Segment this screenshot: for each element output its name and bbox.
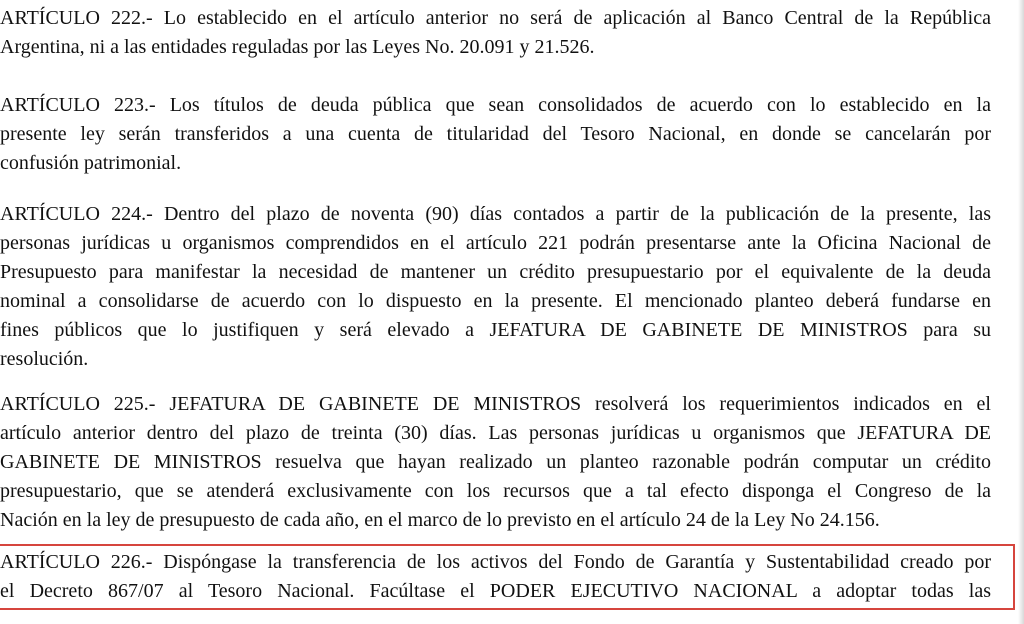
article-226-line: el Decreto 867/07 al Tesoro Nacional. Facúltase el PODER EJECUTIVO NACIONAL a adoptar todas las (0, 580, 991, 602)
article-224-line: fines públicos que lo justifiquen y será elevado a JEFATURA DE GABINETE DE MINISTROS para su (0, 319, 991, 341)
article-222-line: Argentina, ni a las entidades reguladas por las Leyes No. 20.091 y 21.526. (0, 36, 595, 58)
article-223-line: presente ley serán transferidos a una cuenta de titularidad del Tesoro Nacional, en donde se cancelarán por (0, 123, 991, 145)
article-224-line: ARTÍCULO 224.- Dentro del plazo de noventa (90) días contados a partir de la publicación de la presente, las (0, 203, 991, 225)
article-224-line: nominal a consolidarse de acuerdo con lo dispuesto en la presente. El mencionado planteo deberá fundarse en (0, 290, 991, 312)
article-225-line: presupuestario, que se atenderá exclusivamente con los recursos que a tal efecto disponga el Congreso de la (0, 480, 991, 502)
article-225-line: GABINETE DE MINISTROS resuelva que hayan realizado un planteo razonable podrán computar un crédito (0, 451, 991, 473)
page-edge-shadow (1018, 0, 1024, 624)
article-223-line: ARTÍCULO 223.- Los títulos de deuda pública que sean consolidados de acuerdo con lo establecido en la (0, 94, 991, 116)
article-222-line: ARTÍCULO 222.- Lo establecido en el artículo anterior no será de aplicación al Banco Central de la República (0, 7, 991, 29)
article-225-line: ARTÍCULO 225.- JEFATURA DE GABINETE DE MINISTROS resolverá los requerimientos indicados en el (0, 393, 991, 415)
article-224-line: Presupuesto para manifestar la necesidad de mantener un crédito presupuestario por el equivalente de la deuda (0, 261, 991, 283)
article-223 (0, 91, 991, 178)
article-223-line: confusión patrimonial. (0, 152, 182, 174)
article-226 (0, 548, 991, 606)
article-225 (0, 390, 991, 535)
article-224 (0, 200, 991, 374)
article-222 (0, 4, 991, 62)
article-226-line: ARTÍCULO 226.- Dispóngase la transferencia de los activos del Fondo de Garantía y Sustentabilidad creado por (0, 551, 991, 573)
article-224-line: personas jurídicas u organismos comprendidos en el artículo 221 podrán presentarse ante la Oficina Nacional de (0, 232, 991, 254)
article-225-line: Nación en la ley de presupuesto de cada año, en el marco de lo previsto en el artículo 24 de la Ley No 24.156. (0, 509, 880, 531)
article-224-line: resolución. (0, 348, 89, 370)
article-225-line: artículo anterior dentro del plazo de treinta (30) días. Las personas jurídicas u organismos que JEFATURA DE (0, 422, 991, 444)
